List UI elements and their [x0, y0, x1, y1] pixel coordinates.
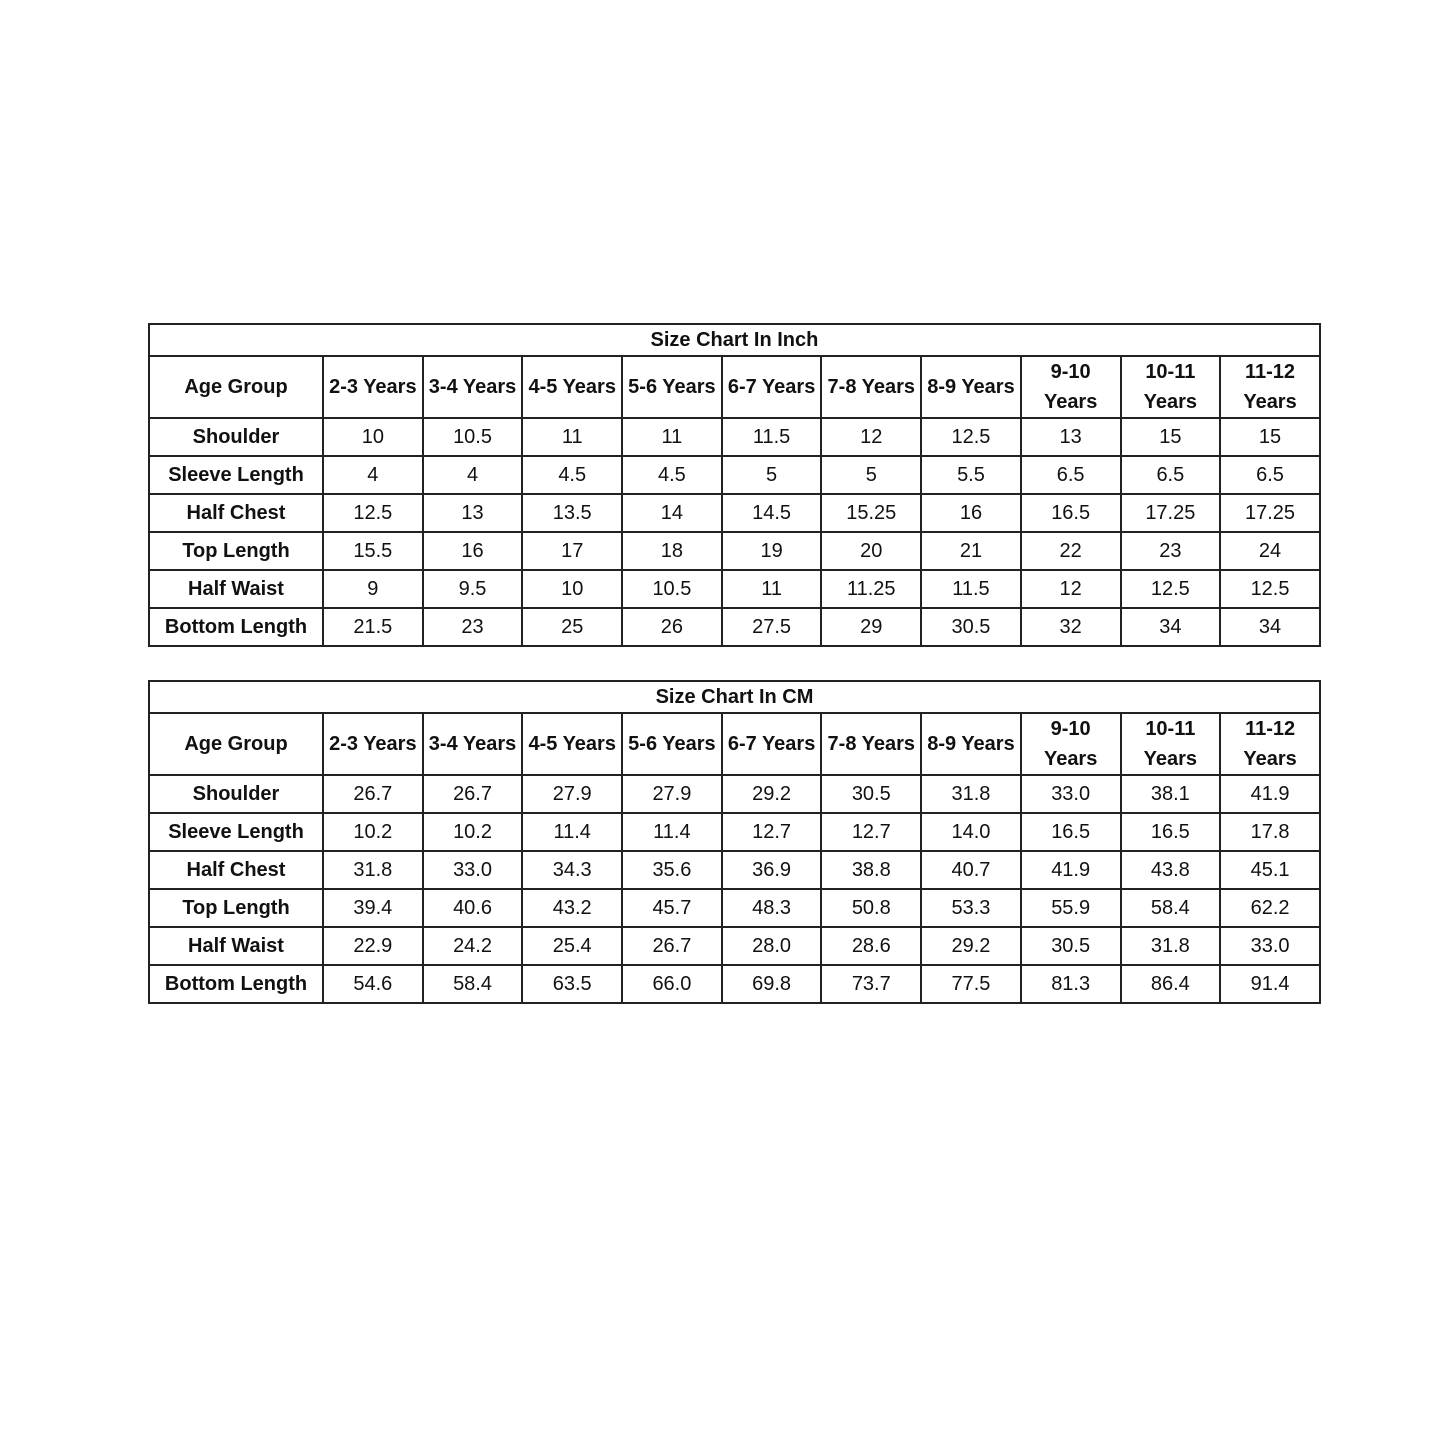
- column-header: 10-11 Years: [1121, 356, 1221, 418]
- table-cell: 26.7: [622, 927, 722, 965]
- column-header: 5-6 Years: [622, 713, 722, 775]
- table-cell: 19: [722, 532, 822, 570]
- table-cell: 34.3: [522, 851, 622, 889]
- table-cell: 27.9: [522, 775, 622, 813]
- table-cell: 15: [1121, 418, 1221, 456]
- table-cell: 33.0: [423, 851, 523, 889]
- table-cell: 17: [522, 532, 622, 570]
- table-cell: 39.4: [323, 889, 423, 927]
- table-cell: 16: [921, 494, 1021, 532]
- table-cell: 13: [423, 494, 523, 532]
- table-cell: 12.5: [1220, 570, 1320, 608]
- table-cell: 30.5: [821, 775, 921, 813]
- table-row: [149, 813, 1320, 851]
- table-cell: 86.4: [1121, 965, 1221, 1003]
- column-header: 5-6 Years: [622, 356, 722, 418]
- table-cell: 12.7: [722, 813, 822, 851]
- table-cell: 16: [423, 532, 523, 570]
- table-cell: 28.0: [722, 927, 822, 965]
- table-cell: 10.2: [323, 813, 423, 851]
- table-cell: 11.5: [722, 418, 822, 456]
- table-cell: 41.9: [1021, 851, 1121, 889]
- table-row: [149, 775, 1320, 813]
- table-cell: 40.6: [423, 889, 523, 927]
- table-cell: 4.5: [622, 456, 722, 494]
- age-group-header: Age Group: [149, 356, 323, 418]
- row-label: Half Chest: [149, 494, 323, 532]
- table-cell: 12.5: [1121, 570, 1221, 608]
- column-header: 8-9 Years: [921, 713, 1021, 775]
- table-cell: 77.5: [921, 965, 1021, 1003]
- column-header: 3-4 Years: [423, 356, 523, 418]
- row-label: Half Chest: [149, 851, 323, 889]
- table-cell: 15.5: [323, 532, 423, 570]
- table-cell: 5.5: [921, 456, 1021, 494]
- table-cell: 10: [522, 570, 622, 608]
- table-cell: 33.0: [1220, 927, 1320, 965]
- table-title: Size Chart In Inch: [149, 324, 1320, 356]
- header-row: [149, 713, 1320, 775]
- table-cell: 33.0: [1021, 775, 1121, 813]
- table-cell: 11.4: [622, 813, 722, 851]
- table-cell: 16.5: [1121, 813, 1221, 851]
- column-header: 11-12 Years: [1220, 356, 1320, 418]
- table-cell: 29.2: [921, 927, 1021, 965]
- table-cell: 10.5: [423, 418, 523, 456]
- table-cell: 26.7: [323, 775, 423, 813]
- table-cell: 12: [1021, 570, 1121, 608]
- age-group-header: Age Group: [149, 713, 323, 775]
- table-cell: 24.2: [423, 927, 523, 965]
- table-cell: 41.9: [1220, 775, 1320, 813]
- table-cell: 38.1: [1121, 775, 1221, 813]
- table-cell: 11: [522, 418, 622, 456]
- table-cell: 11.4: [522, 813, 622, 851]
- table-cell: 35.6: [622, 851, 722, 889]
- table-cell: 81.3: [1021, 965, 1121, 1003]
- table-row: [149, 927, 1320, 965]
- table-cell: 5: [821, 456, 921, 494]
- column-header: 7-8 Years: [821, 356, 921, 418]
- table-cell: 30.5: [1021, 927, 1121, 965]
- table-cell: 45.1: [1220, 851, 1320, 889]
- title-row: [149, 324, 1320, 356]
- table-cell: 4: [323, 456, 423, 494]
- table-cell: 27.9: [622, 775, 722, 813]
- table-cell: 22.9: [323, 927, 423, 965]
- table-cell: 12.7: [821, 813, 921, 851]
- table-cell: 36.9: [722, 851, 822, 889]
- table-cell: 26.7: [423, 775, 523, 813]
- table-cell: 58.4: [423, 965, 523, 1003]
- table-cell: 53.3: [921, 889, 1021, 927]
- row-label: Shoulder: [149, 775, 323, 813]
- table-cell: 26: [622, 608, 722, 646]
- table-cell: 5: [722, 456, 822, 494]
- table-cell: 17.8: [1220, 813, 1320, 851]
- table-cell: 6.5: [1021, 456, 1121, 494]
- table-cell: 4: [423, 456, 523, 494]
- table-cell: 34: [1220, 608, 1320, 646]
- table-cell: 9: [323, 570, 423, 608]
- table-cell: 13: [1021, 418, 1121, 456]
- table-cell: 15: [1220, 418, 1320, 456]
- table-row: [149, 851, 1320, 889]
- table-cell: 58.4: [1121, 889, 1221, 927]
- row-label: Sleeve Length: [149, 456, 323, 494]
- row-label: Shoulder: [149, 418, 323, 456]
- row-label: Bottom Length: [149, 965, 323, 1003]
- table-cell: 31.8: [921, 775, 1021, 813]
- row-label: Half Waist: [149, 570, 323, 608]
- table-cell: 10.5: [622, 570, 722, 608]
- table-cell: 22: [1021, 532, 1121, 570]
- table-cell: 17.25: [1121, 494, 1221, 532]
- column-header: 7-8 Years: [821, 713, 921, 775]
- table-cell: 6.5: [1220, 456, 1320, 494]
- table-title: Size Chart In CM: [149, 681, 1320, 713]
- table-cell: 34: [1121, 608, 1221, 646]
- table-cell: 38.8: [821, 851, 921, 889]
- column-header: 6-7 Years: [722, 713, 822, 775]
- table-cell: 63.5: [522, 965, 622, 1003]
- table-cell: 11.25: [821, 570, 921, 608]
- table-cell: 23: [1121, 532, 1221, 570]
- column-header: 11-12 Years: [1220, 713, 1320, 775]
- table-row: [149, 570, 1320, 608]
- column-header: 3-4 Years: [423, 713, 523, 775]
- table-cell: 62.2: [1220, 889, 1320, 927]
- table-cell: 27.5: [722, 608, 822, 646]
- table-cell: 29: [821, 608, 921, 646]
- table-cell: 16.5: [1021, 494, 1121, 532]
- table-cell: 12.5: [921, 418, 1021, 456]
- table-cell: 73.7: [821, 965, 921, 1003]
- table-cell: 21.5: [323, 608, 423, 646]
- table-cell: 11: [722, 570, 822, 608]
- table-cell: 10.2: [423, 813, 523, 851]
- table-cell: 11.5: [921, 570, 1021, 608]
- table-cell: 50.8: [821, 889, 921, 927]
- table-cell: 29.2: [722, 775, 822, 813]
- table-cell: 11: [622, 418, 722, 456]
- table-cell: 69.8: [722, 965, 822, 1003]
- column-header: 4-5 Years: [522, 356, 622, 418]
- table-cell: 20: [821, 532, 921, 570]
- table-cell: 12.5: [323, 494, 423, 532]
- table-cell: 32: [1021, 608, 1121, 646]
- table-cell: 13.5: [522, 494, 622, 532]
- table-cell: 91.4: [1220, 965, 1320, 1003]
- column-header: 9-10 Years: [1021, 713, 1121, 775]
- table-cell: 15.25: [821, 494, 921, 532]
- table-row: [149, 532, 1320, 570]
- table-cell: 4.5: [522, 456, 622, 494]
- table-cell: 14: [622, 494, 722, 532]
- column-header: 10-11 Years: [1121, 713, 1221, 775]
- table-cell: 14.0: [921, 813, 1021, 851]
- table-cell: 43.2: [522, 889, 622, 927]
- table-cell: 23: [423, 608, 523, 646]
- table-cell: 43.8: [1121, 851, 1221, 889]
- row-label: Bottom Length: [149, 608, 323, 646]
- table-row: [149, 494, 1320, 532]
- row-label: Half Waist: [149, 927, 323, 965]
- table-cell: 16.5: [1021, 813, 1121, 851]
- column-header: 4-5 Years: [522, 713, 622, 775]
- table-cell: 28.6: [821, 927, 921, 965]
- column-header: 8-9 Years: [921, 356, 1021, 418]
- column-header: 2-3 Years: [323, 356, 423, 418]
- header-row: [149, 356, 1320, 418]
- table-row: [149, 456, 1320, 494]
- table-row: [149, 965, 1320, 1003]
- table-cell: 66.0: [622, 965, 722, 1003]
- table-row: [149, 608, 1320, 646]
- row-label: Top Length: [149, 889, 323, 927]
- table-cell: 40.7: [921, 851, 1021, 889]
- table-cell: 55.9: [1021, 889, 1121, 927]
- column-header: 6-7 Years: [722, 356, 822, 418]
- table-cell: 6.5: [1121, 456, 1221, 494]
- size-chart-inch-table: [148, 323, 1321, 647]
- column-header: 9-10 Years: [1021, 356, 1121, 418]
- table-cell: 14.5: [722, 494, 822, 532]
- table-cell: 48.3: [722, 889, 822, 927]
- table-cell: 10: [323, 418, 423, 456]
- table-row: [149, 418, 1320, 456]
- table-row: [149, 889, 1320, 927]
- table-cell: 31.8: [1121, 927, 1221, 965]
- table-cell: 18: [622, 532, 722, 570]
- title-row: [149, 681, 1320, 713]
- table-cell: 9.5: [423, 570, 523, 608]
- table-cell: 30.5: [921, 608, 1021, 646]
- table-cell: 24: [1220, 532, 1320, 570]
- table-cell: 17.25: [1220, 494, 1320, 532]
- table-cell: 12: [821, 418, 921, 456]
- table-cell: 21: [921, 532, 1021, 570]
- size-chart-cm-table: [148, 680, 1321, 1004]
- table-cell: 25: [522, 608, 622, 646]
- column-header: 2-3 Years: [323, 713, 423, 775]
- table-cell: 45.7: [622, 889, 722, 927]
- table-cell: 54.6: [323, 965, 423, 1003]
- table-cell: 25.4: [522, 927, 622, 965]
- row-label: Sleeve Length: [149, 813, 323, 851]
- row-label: Top Length: [149, 532, 323, 570]
- table-cell: 31.8: [323, 851, 423, 889]
